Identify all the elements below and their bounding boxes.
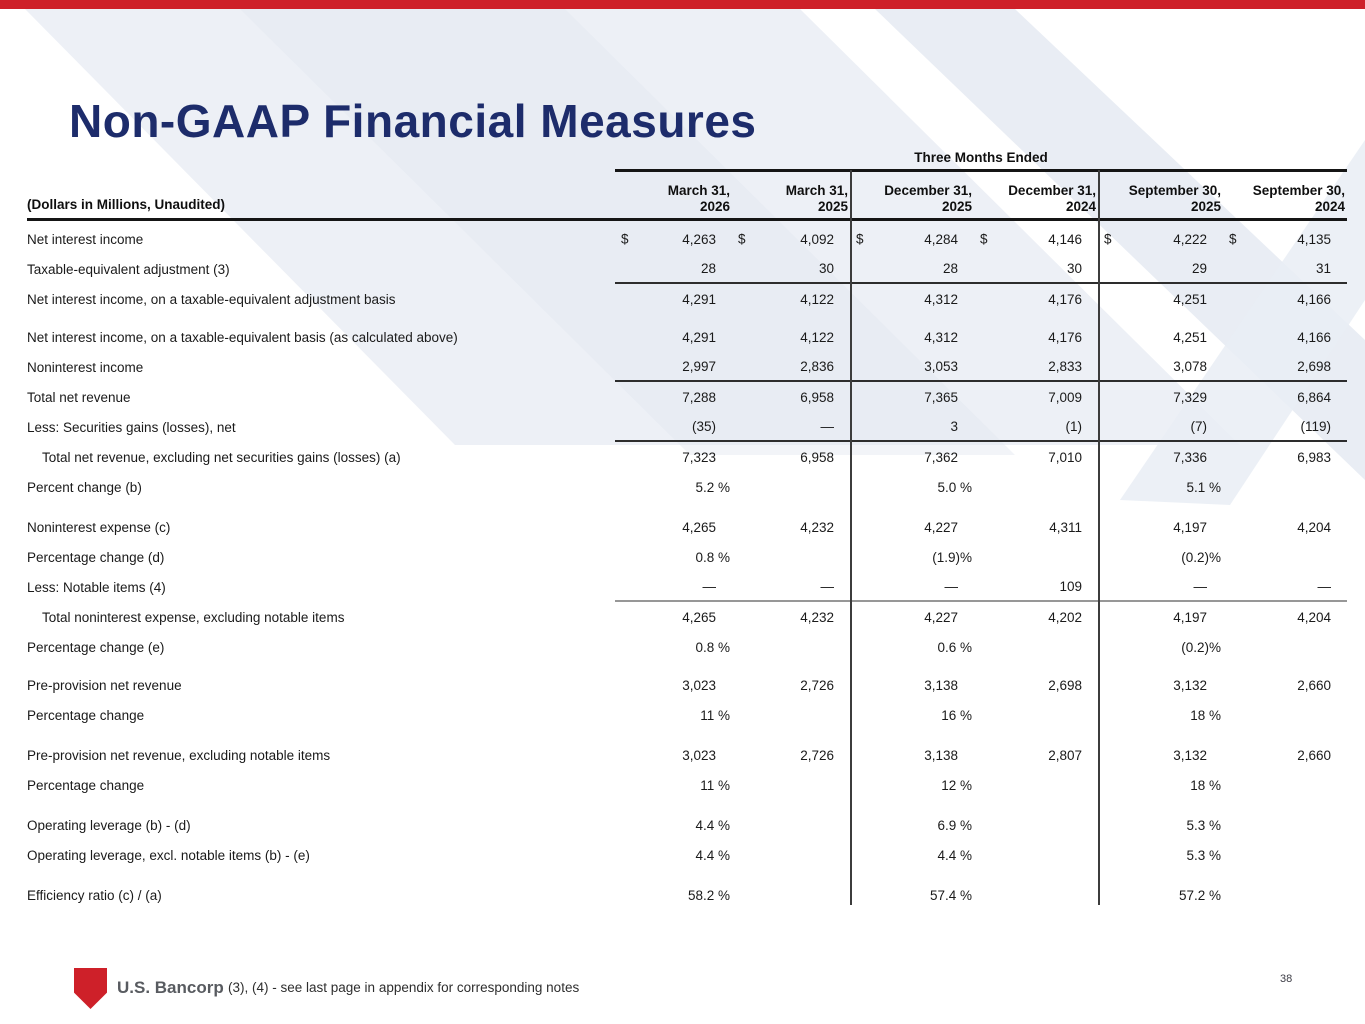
row-values — [615, 382, 1347, 412]
cell: $ 4,135 — [1229, 231, 1331, 247]
cell: — — [1193, 578, 1207, 594]
row-values — [615, 602, 1347, 632]
cell: 4.4 % — [937, 847, 972, 863]
dollar-sign: $ — [980, 231, 988, 247]
cell: 4,227 — [924, 519, 958, 535]
cell: $ 4,146 — [980, 231, 1082, 247]
cell: 57.2 % — [1178, 887, 1221, 903]
cell: 4,197 — [1173, 519, 1207, 535]
cell: $ 4,222 — [1104, 231, 1207, 247]
row-values — [615, 472, 1347, 502]
cell: (0.2)% — [1181, 639, 1221, 655]
cell: 4,291 — [682, 291, 716, 307]
dollar-sign: $ — [1104, 231, 1112, 247]
cell: — — [944, 578, 958, 594]
table-row — [27, 632, 1347, 662]
cell: 109 — [1059, 578, 1082, 594]
cell: — — [820, 578, 834, 594]
cell: 2,726 — [800, 677, 834, 693]
row-label: Less: Securities gains (losses), net — [27, 419, 236, 435]
cell: 2,833 — [1048, 358, 1082, 374]
cell: 4,122 — [800, 291, 834, 307]
table-caption: Three Months Ended — [615, 150, 1347, 172]
cell — [732, 472, 850, 502]
cell: 29 — [1191, 260, 1207, 276]
cell: 4,312 — [924, 329, 958, 345]
row-values — [615, 542, 1347, 572]
cell: 5.0 % — [937, 479, 972, 495]
row-label: Percentage change — [27, 707, 145, 723]
row-values — [615, 512, 1347, 542]
row-label: Percent change (b) — [27, 479, 142, 495]
cell: $ 4,263 — [621, 231, 716, 247]
table-row — [27, 880, 1347, 910]
dollar-sign: $ — [738, 231, 746, 247]
cell — [974, 810, 1098, 840]
cell: 6,958 — [800, 389, 834, 405]
page-number: 38 — [1280, 973, 1293, 985]
cell — [974, 542, 1098, 572]
cell — [1223, 472, 1347, 502]
row-values — [615, 572, 1347, 602]
table-row — [27, 412, 1347, 442]
row-label: Total noninterest expense, excluding notable items — [42, 609, 345, 625]
table-row — [27, 352, 1347, 382]
cell: 7,288 — [682, 389, 716, 405]
cell — [1223, 770, 1347, 800]
cell: 3 — [950, 418, 958, 434]
row-values — [615, 254, 1347, 284]
dollar-sign: $ — [1229, 231, 1237, 247]
row-label: Net interest income, on a taxable-equivalent basis (as calculated above) — [27, 329, 458, 345]
table-row — [27, 770, 1347, 800]
cell: 4,166 — [1297, 291, 1331, 307]
row-label: Pre-provision net revenue, excluding notable items — [27, 747, 331, 763]
cell: 3,023 — [682, 747, 716, 763]
cell: 0.8 % — [695, 549, 730, 565]
column-header: September 30, 2024 — [1252, 183, 1345, 214]
cell: 4,176 — [1048, 291, 1082, 307]
cell: 4,312 — [924, 291, 958, 307]
cell: 4,265 — [682, 519, 716, 535]
us-bancorp-shield-logo-icon — [74, 968, 107, 1009]
cell: 5.3 % — [1186, 817, 1221, 833]
table-row — [27, 810, 1347, 840]
cell — [732, 700, 850, 730]
row-label: Total net revenue — [27, 389, 131, 405]
cell: 3,053 — [924, 358, 958, 374]
table-row — [27, 700, 1347, 730]
financial-table — [27, 150, 1347, 910]
cell: 6,983 — [1297, 449, 1331, 465]
cell: 3,138 — [924, 677, 958, 693]
cell: 7,365 — [924, 389, 958, 405]
row-values — [615, 840, 1347, 870]
row-label: Net interest income — [27, 231, 144, 247]
cell: 28 — [700, 260, 716, 276]
cell: 7,336 — [1173, 449, 1207, 465]
cell: 3,078 — [1173, 358, 1207, 374]
row-values — [615, 670, 1347, 700]
cell: 2,726 — [800, 747, 834, 763]
cell: — — [1317, 578, 1331, 594]
table-header-row — [27, 172, 1347, 214]
cell — [1223, 840, 1347, 870]
row-values — [615, 284, 1347, 314]
row-label: Total net revenue, excluding net securities gains (losses) (a) — [42, 449, 401, 465]
cell: 5.2 % — [695, 479, 730, 495]
column-group-divider — [850, 170, 852, 905]
cell: 30 — [1066, 260, 1082, 276]
column-group-divider — [1098, 170, 1100, 905]
row-values — [615, 740, 1347, 770]
cell — [974, 770, 1098, 800]
logo-text: U.S. Bancorp — [117, 978, 224, 997]
table-row — [27, 224, 1347, 254]
cell — [1223, 632, 1347, 662]
row-values — [615, 880, 1347, 910]
cell — [732, 840, 850, 870]
cell: 6,864 — [1297, 389, 1331, 405]
cell: 3,138 — [924, 747, 958, 763]
cell: 7,362 — [924, 449, 958, 465]
cell — [974, 632, 1098, 662]
table-row — [27, 740, 1347, 770]
cell: 4,202 — [1048, 609, 1082, 625]
cell: 4,227 — [924, 609, 958, 625]
cell — [1223, 542, 1347, 572]
row-values — [615, 632, 1347, 662]
column-header: September 30, 2025 — [1128, 183, 1221, 214]
cell: 4,251 — [1173, 291, 1207, 307]
cell: 4,176 — [1048, 329, 1082, 345]
cell: 6,958 — [800, 449, 834, 465]
cell: 58.2 % — [687, 887, 730, 903]
row-label: Noninterest income — [27, 359, 144, 375]
row-label: Noninterest expense (c) — [27, 519, 171, 535]
cell: 3,132 — [1173, 747, 1207, 763]
cell: 16 % — [941, 707, 972, 723]
cell: (119) — [1300, 418, 1331, 434]
cell — [732, 542, 850, 572]
column-header: December 31, 2025 — [884, 183, 972, 214]
table-row — [27, 254, 1347, 284]
cell — [732, 770, 850, 800]
cell: (35) — [691, 418, 716, 434]
table-row — [27, 512, 1347, 542]
cell — [732, 632, 850, 662]
cell: 3,132 — [1173, 677, 1207, 693]
row-label: Operating leverage (b) - (d) — [27, 817, 191, 833]
row-values — [615, 224, 1347, 254]
cell — [974, 880, 1098, 910]
cell: 7,323 — [682, 449, 716, 465]
cell: 5.1 % — [1186, 479, 1221, 495]
cell: 18 % — [1190, 707, 1221, 723]
row-values — [615, 770, 1347, 800]
cell: 0.8 % — [695, 639, 730, 655]
cell: 4,232 — [800, 609, 834, 625]
cell: $ 4,284 — [856, 231, 958, 247]
table-row — [27, 670, 1347, 700]
cell — [974, 472, 1098, 502]
dollar-sign: $ — [621, 231, 629, 247]
cell — [732, 880, 850, 910]
cell: (0.2)% — [1181, 549, 1221, 565]
cell — [974, 840, 1098, 870]
column-header: March 31, 2026 — [667, 183, 730, 214]
cell: 4,251 — [1173, 329, 1207, 345]
cell: 11 % — [700, 707, 730, 723]
cell: 4,204 — [1297, 609, 1331, 625]
cell: (1.9)% — [932, 549, 972, 565]
row-values — [615, 810, 1347, 840]
cell: 4,204 — [1297, 519, 1331, 535]
cell: 2,836 — [800, 358, 834, 374]
table-row — [27, 472, 1347, 502]
table-row — [27, 322, 1347, 352]
cell: (1) — [1065, 418, 1082, 434]
cell: 4.4 % — [695, 817, 730, 833]
cell: 4,265 — [682, 609, 716, 625]
table-row — [27, 284, 1347, 314]
row-header: (Dollars in Millions, Unaudited) — [27, 197, 226, 212]
cell: 2,660 — [1297, 677, 1331, 693]
page-title: Non-GAAP Financial Measures — [69, 95, 757, 147]
cell: 4,232 — [800, 519, 834, 535]
row-label: Percentage change (e) — [27, 639, 165, 655]
cell: 4.4 % — [695, 847, 730, 863]
cell: 4,166 — [1297, 329, 1331, 345]
cell: — — [820, 418, 834, 434]
cell: — — [702, 578, 716, 594]
table-row — [27, 602, 1347, 632]
cell — [1223, 880, 1347, 910]
table-row — [27, 382, 1347, 412]
cell: 7,009 — [1048, 389, 1082, 405]
footer — [0, 960, 1365, 1024]
row-values — [615, 700, 1347, 730]
row-label: Less: Notable items (4) — [27, 579, 166, 595]
cell — [732, 810, 850, 840]
cell: 30 — [818, 260, 834, 276]
cell: 57.4 % — [929, 887, 972, 903]
cell: 7,329 — [1173, 389, 1207, 405]
cell: 18 % — [1190, 777, 1221, 793]
row-label: Pre-provision net revenue — [27, 677, 182, 693]
cell: 7,010 — [1048, 449, 1082, 465]
table-row — [27, 542, 1347, 572]
top-accent-bar — [0, 0, 1365, 9]
row-values — [615, 322, 1347, 352]
cell — [974, 700, 1098, 730]
cell: 2,698 — [1048, 677, 1082, 693]
table-row — [27, 572, 1347, 602]
cell: 4,291 — [682, 329, 716, 345]
cell: 4,197 — [1173, 609, 1207, 625]
cell: 5.3 % — [1186, 847, 1221, 863]
cell — [1223, 810, 1347, 840]
row-label: Percentage change (d) — [27, 549, 165, 565]
cell: 4,122 — [800, 329, 834, 345]
cell: 28 — [942, 260, 958, 276]
row-label: Operating leverage, excl. notable items (b) - (e) — [27, 847, 310, 863]
cell — [1223, 700, 1347, 730]
table-rows — [27, 224, 1347, 910]
row-label: Taxable-equivalent adjustment (3) — [27, 261, 230, 277]
row-label: Net interest income, on a taxable-equivalent adjustment basis — [27, 291, 396, 307]
header-rule — [27, 218, 1347, 221]
dollar-sign: $ — [856, 231, 864, 247]
cell: 2,807 — [1048, 747, 1082, 763]
cell: 31 — [1315, 260, 1331, 276]
cell: 2,698 — [1297, 358, 1331, 374]
footnote: (3), (4) - see last page in appendix for corresponding notes — [228, 980, 580, 995]
cell: 11 % — [700, 777, 730, 793]
column-header: March 31, 2025 — [785, 183, 848, 214]
cell: 2,997 — [682, 358, 716, 374]
cell: (7) — [1190, 418, 1207, 434]
cell: 0.6 % — [937, 639, 972, 655]
cell: 4,311 — [1049, 519, 1082, 535]
row-label: Efficiency ratio (c) / (a) — [27, 887, 162, 903]
row-values — [615, 412, 1347, 442]
column-header: December 31, 2024 — [1008, 183, 1096, 214]
row-values — [615, 352, 1347, 382]
cell: 2,660 — [1297, 747, 1331, 763]
row-values — [615, 442, 1347, 472]
cell: 6.9 % — [937, 817, 972, 833]
row-label: Percentage change — [27, 777, 145, 793]
cell: $ 4,092 — [738, 231, 834, 247]
cell: 12 % — [941, 777, 972, 793]
cell: 3,023 — [682, 677, 716, 693]
table-row — [27, 442, 1347, 472]
table-row — [27, 840, 1347, 870]
